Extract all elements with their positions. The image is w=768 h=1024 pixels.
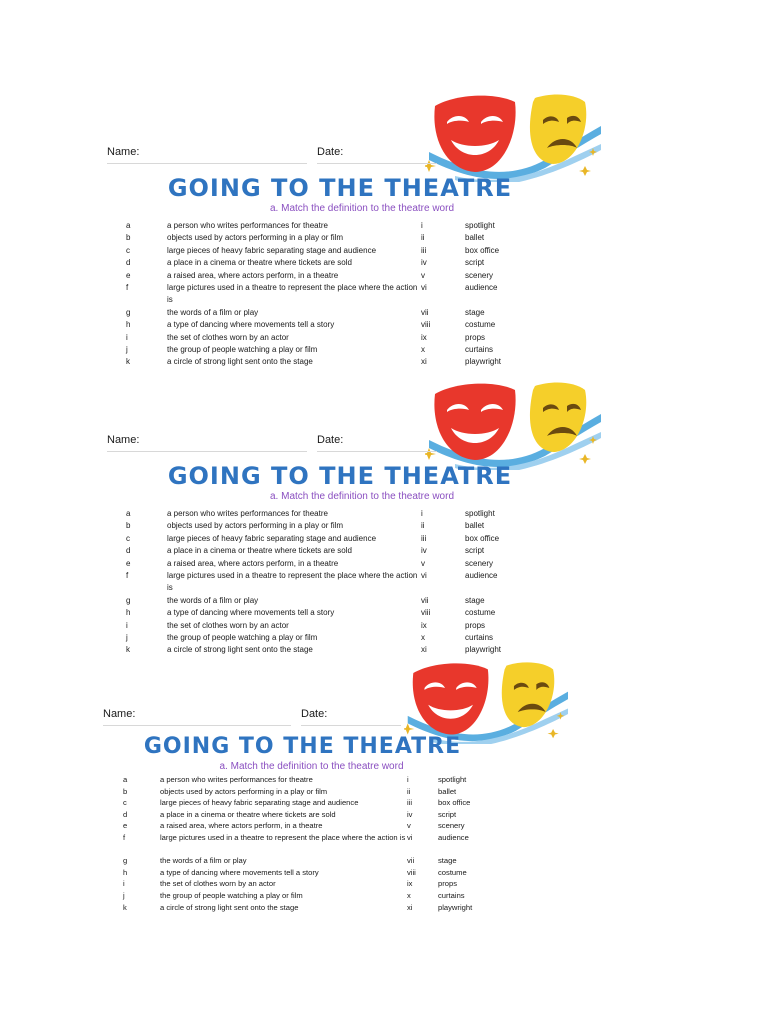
row-word: curtains: [438, 890, 465, 900]
row-numeral: iv: [421, 258, 427, 268]
row-definition: a person who writes performances for theatre: [167, 509, 328, 518]
row-numeral: viii: [421, 320, 431, 330]
row-numeral: vi: [421, 570, 427, 580]
row-definition: a type of dancing where movements tell a story: [160, 867, 319, 877]
row-word: props: [438, 879, 457, 889]
row-letter: g: [123, 856, 128, 866]
worksheet-subtitle: a. Match the definition to the theatre word: [219, 761, 404, 772]
matching-row: [95, 232, 607, 244]
matching-rows: [95, 220, 607, 369]
row-word: spotlight: [465, 221, 495, 230]
row-numeral: i: [421, 509, 423, 518]
name-label: Name:: [103, 708, 136, 720]
theatre-masks: [404, 658, 568, 744]
row-word: scenery: [465, 558, 494, 568]
comedy-tragedy-masks-icon: [404, 658, 568, 744]
row-numeral: ii: [421, 233, 425, 243]
worksheet-3: [95, 658, 570, 920]
row-letter: h: [126, 320, 131, 330]
row-definition: objects used by actors performing in a play or film: [167, 521, 344, 531]
row-word: ballet: [465, 521, 485, 531]
row-definition: a circle of strong light sent onto the stage: [167, 645, 313, 655]
row-numeral: v: [421, 558, 425, 568]
row-numeral: vi: [421, 282, 427, 292]
row-word: box office: [465, 533, 500, 543]
row-letter: d: [126, 258, 131, 268]
matching-row: [95, 570, 607, 595]
row-numeral: vii: [407, 856, 415, 866]
row-numeral: x: [421, 632, 425, 642]
row-word: script: [465, 546, 485, 556]
matching-row: [95, 520, 607, 532]
matching-row: [95, 890, 570, 902]
row-letter: k: [123, 902, 127, 912]
row-definition: the set of clothes worn by an actor: [167, 620, 289, 630]
name-label: Name:: [107, 434, 140, 446]
row-definition: a circle of strong light sent onto the stage: [160, 902, 299, 912]
matching-row: [95, 607, 607, 619]
worksheet-title: GOING TO THE THEATRE: [167, 462, 513, 490]
row-definition: a circle of strong light sent onto the stage: [167, 357, 313, 367]
matching-row: [95, 620, 607, 632]
name-field[interactable]: [107, 163, 307, 164]
row-letter: a: [123, 775, 128, 784]
name-label: Name:: [107, 146, 140, 158]
row-numeral: xi: [421, 645, 427, 655]
row-definition: a raised area, where actors perform, in a theatre: [167, 558, 339, 568]
name-field[interactable]: [103, 725, 291, 726]
row-numeral: v: [407, 821, 411, 831]
matching-row: [95, 774, 570, 786]
row-numeral: vii: [421, 595, 429, 605]
row-definition: a type of dancing where movements tell a story: [167, 320, 335, 330]
matching-row: [95, 356, 607, 368]
row-letter: g: [126, 307, 131, 317]
name-field[interactable]: [107, 451, 307, 452]
row-word: curtains: [465, 344, 494, 354]
row-numeral: ix: [421, 332, 427, 342]
row-word: stage: [465, 595, 485, 605]
date-field[interactable]: [317, 451, 437, 452]
row-word: scenery: [465, 270, 494, 280]
worksheet-subtitle: a. Match the definition to the theatre word: [270, 203, 454, 214]
matching-row: [95, 558, 607, 570]
row-numeral: ii: [407, 786, 411, 796]
row-letter: f: [126, 282, 129, 292]
row-definition: a place in a cinema or theatre where tickets are sold: [160, 809, 336, 819]
row-letter: g: [126, 595, 131, 605]
row-definition: the group of people watching a play or film: [167, 632, 318, 642]
row-definition: the words of a film or play: [167, 307, 259, 317]
matching-rows: [95, 774, 570, 913]
row-definition: the words of a film or play: [160, 856, 247, 866]
row-letter: i: [126, 620, 128, 630]
name-date-bar: [107, 434, 437, 454]
row-letter: j: [123, 890, 125, 900]
date-field[interactable]: [301, 725, 401, 726]
row-definition: objects used by actors performing in a play or film: [167, 233, 344, 243]
row-letter: i: [126, 332, 128, 342]
row-numeral: viii: [407, 867, 416, 877]
matching-row: [95, 344, 607, 356]
row-numeral: vi: [407, 832, 413, 842]
row-definition: a person who writes performances for theatre: [160, 775, 313, 784]
row-word: costume: [465, 320, 496, 330]
row-numeral: iv: [407, 809, 413, 819]
row-word: ballet: [465, 233, 485, 243]
row-letter: c: [126, 533, 130, 543]
row-letter: d: [126, 546, 131, 556]
row-definition: the group of people watching a play or film: [160, 890, 303, 900]
worksheet-title: GOING TO THE THEATRE: [143, 734, 462, 759]
row-letter: b: [126, 233, 131, 243]
row-letter: e: [123, 821, 128, 831]
matching-row: [95, 319, 607, 331]
row-word: stage: [465, 307, 485, 317]
row-letter: a: [126, 509, 131, 518]
worksheet-title: GOING TO THE THEATRE: [167, 174, 513, 202]
row-word: audience: [465, 282, 498, 292]
row-letter: i: [123, 879, 125, 889]
row-definition: objects used by actors performing in a play or film: [160, 786, 328, 796]
date-label: Date:: [301, 708, 328, 720]
worksheet-2: [95, 378, 607, 656]
row-definition: a raised area, where actors perform, in a theatre: [160, 821, 323, 831]
matching-row: [95, 545, 607, 557]
matching-row: [95, 867, 570, 879]
row-letter: e: [126, 270, 131, 280]
matching-row: [95, 797, 570, 809]
row-word: audience: [465, 570, 498, 580]
matching-row: [95, 533, 607, 545]
row-numeral: x: [421, 344, 425, 354]
row-word: playwright: [438, 902, 473, 912]
row-letter: h: [126, 608, 131, 618]
row-word: costume: [465, 608, 496, 618]
row-numeral: vii: [421, 307, 429, 317]
row-definition: a raised area, where actors perform, in a theatre: [167, 270, 339, 280]
worksheet-subtitle: a. Match the definition to the theatre word: [270, 491, 454, 502]
row-numeral: x: [407, 890, 411, 900]
row-numeral: v: [421, 270, 425, 280]
row-definition: large pieces of heavy fabric separating stage and audience: [160, 798, 359, 808]
row-letter: a: [126, 221, 131, 230]
matching-row: [95, 282, 607, 307]
date-label: Date:: [317, 434, 344, 446]
row-letter: d: [123, 809, 128, 819]
row-numeral: iii: [407, 798, 413, 808]
matching-row: [95, 270, 607, 282]
row-letter: f: [123, 832, 126, 842]
row-definition: large pieces of heavy fabric separating stage and audience: [167, 245, 377, 255]
row-letter: b: [123, 786, 128, 796]
name-date-bar: [107, 146, 437, 166]
row-numeral: i: [407, 775, 409, 784]
row-word: box office: [438, 798, 471, 808]
matching-row: [95, 855, 570, 867]
row-definition: the words of a film or play: [167, 595, 259, 605]
row-definition: the set of clothes worn by an actor: [160, 879, 276, 889]
matching-row: [95, 595, 607, 607]
row-word: playwright: [465, 645, 502, 655]
matching-rows: [95, 508, 607, 656]
matching-row: [95, 220, 607, 232]
row-definition: the set of clothes worn by an actor: [167, 332, 289, 342]
matching-row: [95, 832, 570, 855]
row-numeral: xi: [421, 357, 427, 367]
row-word: props: [465, 332, 486, 342]
row-definition: large pictures used in a theatre to represent the place where the action is: [167, 282, 418, 305]
row-word: ballet: [438, 786, 457, 796]
row-word: box office: [465, 245, 500, 255]
row-letter: e: [126, 558, 131, 568]
row-letter: c: [126, 245, 130, 255]
row-word: audience: [438, 832, 469, 842]
row-numeral: iii: [421, 245, 427, 255]
matching-row: [95, 902, 570, 914]
row-word: script: [465, 258, 485, 268]
matching-row: [95, 632, 607, 644]
matching-row: [95, 644, 607, 656]
row-definition: large pieces of heavy fabric separating stage and audience: [167, 533, 377, 543]
row-definition: a place in a cinema or theatre where tickets are sold: [167, 258, 352, 268]
row-word: spotlight: [438, 775, 467, 784]
row-word: spotlight: [465, 509, 495, 518]
row-definition: large pictures used in a theatre to represent the place where the action is: [167, 570, 418, 593]
row-numeral: xi: [407, 902, 413, 912]
row-definition: a type of dancing where movements tell a story: [167, 608, 335, 618]
row-numeral: ix: [407, 879, 413, 889]
row-letter: k: [126, 645, 130, 655]
matching-row: [95, 878, 570, 890]
row-word: costume: [438, 867, 467, 877]
row-definition: a person who writes performances for theatre: [167, 221, 328, 230]
matching-row: [95, 332, 607, 344]
row-definition: large pictures used in a theatre to represent the place where the action is: [160, 832, 406, 842]
theatre-masks: [425, 378, 601, 470]
row-letter: k: [126, 357, 130, 367]
row-definition: a place in a cinema or theatre where tickets are sold: [167, 546, 352, 556]
name-date-bar: [103, 708, 393, 728]
matching-row: [95, 245, 607, 257]
row-word: script: [438, 809, 457, 819]
row-word: curtains: [465, 632, 494, 642]
row-numeral: i: [421, 221, 423, 230]
row-numeral: ii: [421, 521, 425, 531]
matching-row: [95, 809, 570, 821]
matching-row: [95, 307, 607, 319]
theatre-masks: [425, 90, 601, 182]
date-label: Date:: [317, 146, 344, 158]
worksheet-1: [95, 90, 607, 372]
matching-row: [95, 508, 607, 520]
comedy-tragedy-masks-icon: [425, 378, 601, 470]
row-numeral: ix: [421, 620, 427, 630]
row-letter: h: [123, 867, 128, 877]
matching-row: [95, 257, 607, 269]
row-definition: the group of people watching a play or film: [167, 344, 318, 354]
row-letter: j: [126, 344, 128, 354]
row-letter: f: [126, 570, 129, 580]
row-letter: b: [126, 521, 131, 531]
row-word: props: [465, 620, 486, 630]
comedy-tragedy-masks-icon: [425, 90, 601, 182]
row-numeral: viii: [421, 608, 431, 618]
date-field[interactable]: [317, 163, 437, 164]
row-letter: c: [123, 798, 127, 808]
row-word: scenery: [438, 821, 465, 831]
row-letter: j: [126, 632, 128, 642]
row-numeral: iv: [421, 546, 427, 556]
row-word: stage: [438, 856, 457, 866]
matching-row: [95, 786, 570, 798]
row-word: playwright: [465, 357, 502, 367]
matching-row: [95, 820, 570, 832]
row-numeral: iii: [421, 533, 427, 543]
